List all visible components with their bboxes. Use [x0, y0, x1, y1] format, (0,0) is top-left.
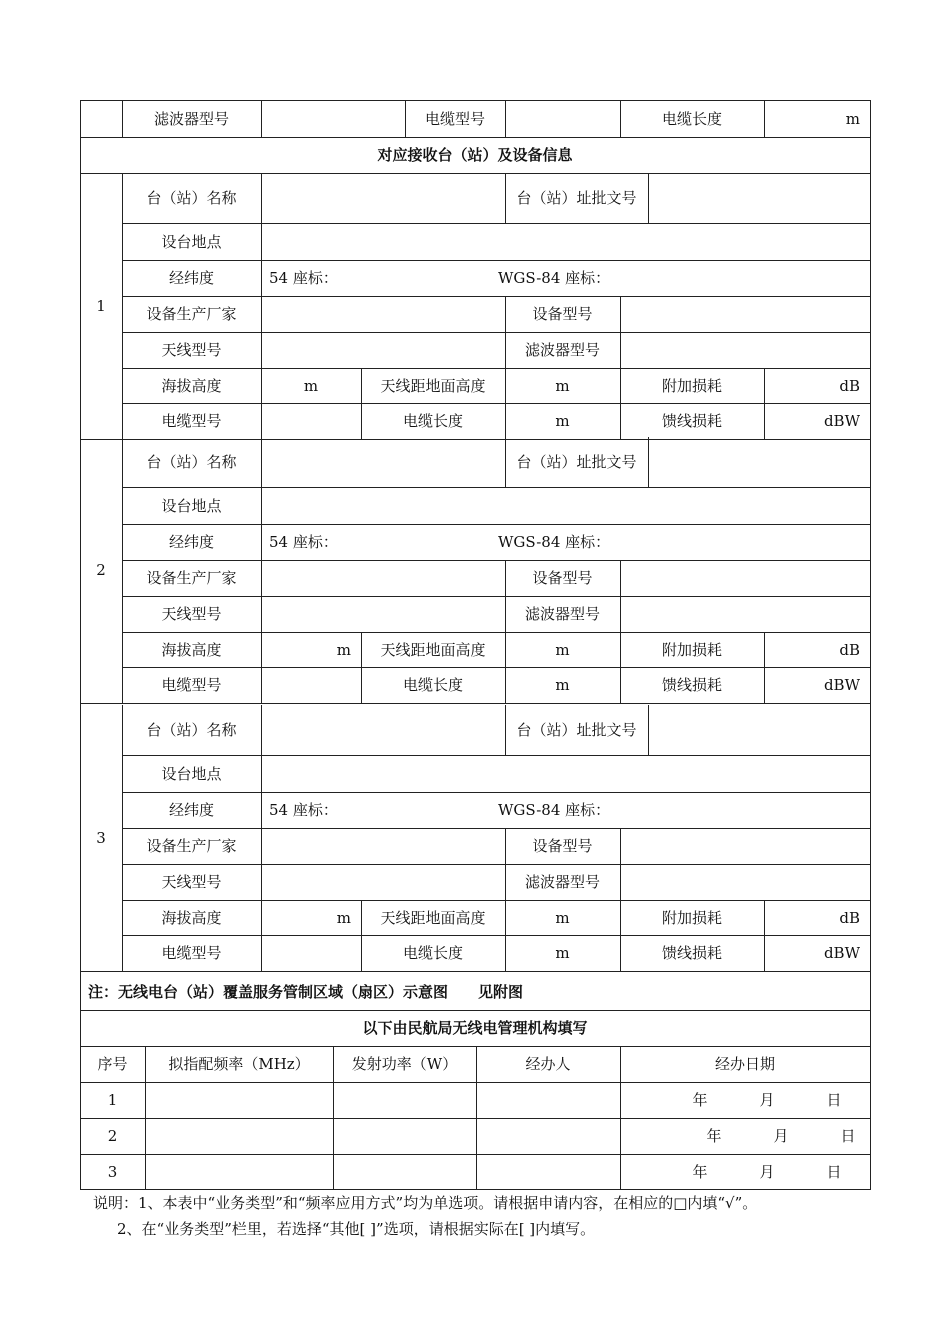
- header-handler: 经办人: [525, 1055, 571, 1073]
- device-model-field[interactable]: [620, 296, 870, 332]
- feeder-loss-field[interactable]: dBW: [823, 412, 860, 430]
- station-name-label: 台（站）名称: [146, 189, 237, 207]
- latlon-label: 经纬度: [168, 269, 214, 287]
- altitude-field[interactable]: m: [336, 640, 351, 659]
- station-number-3: 3: [96, 829, 106, 847]
- altitude-label: 海拔高度: [161, 640, 222, 659]
- approval-number-label: 台（站）址批文号: [516, 189, 637, 207]
- header-frequency: 拟指配频率（MHz）: [168, 1055, 310, 1073]
- extra-loss-field[interactable]: dB: [839, 908, 860, 927]
- station-name-field[interactable]: [261, 705, 505, 755]
- filter-model-field[interactable]: [261, 100, 405, 137]
- antenna-height-label: 天线距地面高度: [380, 908, 486, 927]
- device-model-label: 设备型号: [532, 569, 593, 587]
- altitude-field[interactable]: m: [303, 376, 319, 395]
- feeder-loss-label: 馈线损耗: [661, 412, 722, 430]
- row-seq-3: 3: [107, 1162, 118, 1181]
- approval-number-label: 台（站）址批文号: [516, 453, 637, 471]
- header-date: 经办日期: [714, 1055, 775, 1073]
- coord-54-field[interactable]: 54 座标：: [269, 269, 338, 287]
- antenna-model-field[interactable]: [261, 332, 505, 368]
- station-name-label: 台（站）名称: [146, 453, 237, 471]
- approval-number-field[interactable]: [648, 437, 870, 487]
- date-day-3[interactable]: 日: [826, 1162, 842, 1181]
- section-title: 对应接收台（站）及设备信息: [377, 146, 573, 164]
- feeder-loss-label: 馈线损耗: [661, 944, 722, 962]
- frequency-field-3[interactable]: [145, 1154, 333, 1189]
- antenna-height-label: 天线距地面高度: [380, 376, 486, 395]
- filter-model-label: 滤波器型号: [524, 341, 600, 359]
- antenna-height-field[interactable]: m: [555, 376, 570, 395]
- device-model-label: 设备型号: [532, 305, 593, 323]
- coord-54-field[interactable]: 54 座标：: [269, 801, 338, 819]
- filter-model-label: 滤波器型号: [524, 873, 600, 891]
- cable-length-label: 电缆长度: [402, 676, 463, 694]
- power-field-3[interactable]: [333, 1154, 476, 1189]
- footnote-2: 2、在“业务类型”栏里，若选择“其他[ ]”选项，请根据实际在[ ]内填写。: [117, 1220, 596, 1238]
- cable-length-unit[interactable]: m: [845, 109, 860, 128]
- manufacturer-label: 设备生产厂家: [146, 837, 237, 855]
- h-rule: [80, 703, 871, 704]
- device-model-field[interactable]: [620, 828, 870, 864]
- handler-field-3[interactable]: [476, 1154, 620, 1189]
- feeder-loss-field[interactable]: dBW: [823, 676, 860, 694]
- filter-model-label: 滤波器型号: [524, 605, 600, 623]
- altitude-field[interactable]: m: [336, 908, 351, 927]
- altitude-label: 海拔高度: [161, 908, 222, 927]
- cable-model-field[interactable]: [261, 403, 361, 439]
- device-model-field[interactable]: [620, 560, 870, 596]
- station-name-field[interactable]: [261, 173, 505, 223]
- date-month-1[interactable]: 月: [759, 1091, 775, 1109]
- antenna-model-label: 天线型号: [161, 341, 222, 359]
- filter-model-field[interactable]: [620, 864, 870, 900]
- feeder-loss-label: 馈线损耗: [661, 676, 722, 694]
- extra-loss-field[interactable]: dB: [839, 640, 860, 659]
- manufacturer-field[interactable]: [261, 560, 505, 596]
- row-seq-1: 1: [107, 1091, 118, 1109]
- header-seq: 序号: [97, 1055, 128, 1073]
- coord-wgs84-field[interactable]: WGS-84 座标：: [498, 533, 611, 551]
- handler-field-2[interactable]: [476, 1118, 620, 1154]
- header-power: 发射功率（W）: [351, 1055, 458, 1073]
- location-label: 设台地点: [161, 496, 222, 515]
- manufacturer-label: 设备生产厂家: [146, 305, 237, 323]
- antenna-model-label: 天线型号: [161, 605, 222, 623]
- table-bottom-border: [80, 1189, 871, 1190]
- cable-length-label: 电缆长度: [402, 944, 463, 962]
- antenna-height-label: 天线距地面高度: [380, 640, 486, 659]
- cable-model-label: 电缆型号: [161, 676, 222, 694]
- coverage-note: 注：无线电台（站）覆盖服务管制区域（扇区）示意图 见附图: [88, 982, 524, 1001]
- antenna-model-field[interactable]: [261, 596, 505, 632]
- station-number-1: 1: [96, 297, 106, 315]
- location-label: 设台地点: [161, 232, 222, 251]
- date-month-3[interactable]: 月: [759, 1162, 775, 1181]
- date-year-2[interactable]: 年: [706, 1127, 722, 1145]
- antenna-height-field[interactable]: m: [555, 640, 570, 659]
- cable-length-field[interactable]: m: [555, 944, 570, 962]
- power-field-2[interactable]: [333, 1118, 476, 1154]
- extra-loss-label: 附加损耗: [661, 376, 722, 395]
- approval-number-label: 台（站）址批文号: [516, 721, 637, 739]
- cable-model-label: 电缆型号: [424, 109, 485, 128]
- table-right-border: [870, 100, 871, 1189]
- station-number-2: 2: [96, 561, 106, 579]
- station-name-field[interactable]: [261, 437, 505, 487]
- location-label: 设台地点: [161, 764, 222, 783]
- date-day-2[interactable]: 日: [840, 1127, 856, 1145]
- manufacturer-field[interactable]: [261, 296, 505, 332]
- cable-model-field[interactable]: [261, 935, 361, 971]
- antenna-model-field[interactable]: [261, 864, 505, 900]
- coord-wgs84-field[interactable]: WGS-84 座标：: [498, 269, 611, 287]
- manufacturer-field[interactable]: [261, 828, 505, 864]
- power-field-1[interactable]: [333, 1082, 476, 1118]
- h-rule: [80, 971, 871, 972]
- filter-model-field[interactable]: [620, 596, 870, 632]
- cable-model-label: 电缆型号: [161, 412, 222, 430]
- filter-model-field[interactable]: [620, 332, 870, 368]
- feeder-loss-field[interactable]: dBW: [823, 944, 860, 962]
- device-model-label: 设备型号: [532, 837, 593, 855]
- location-field[interactable]: [261, 223, 870, 260]
- location-field[interactable]: [261, 755, 870, 792]
- row-seq-2: 2: [107, 1127, 118, 1145]
- latlon-label: 经纬度: [168, 801, 214, 819]
- latlon-label: 经纬度: [168, 533, 214, 551]
- frequency-field-2[interactable]: [145, 1118, 333, 1154]
- extra-loss-label: 附加损耗: [661, 908, 722, 927]
- extra-loss-label: 附加损耗: [661, 640, 722, 659]
- cable-length-field[interactable]: m: [555, 676, 570, 694]
- date-year-3[interactable]: 年: [692, 1162, 708, 1181]
- station-name-label: 台（站）名称: [146, 721, 237, 739]
- antenna-height-field[interactable]: m: [555, 908, 570, 927]
- cable-length-field[interactable]: m: [555, 412, 570, 430]
- coord-wgs84-field[interactable]: WGS-84 座标：: [498, 801, 611, 819]
- approval-number-field[interactable]: [648, 173, 870, 223]
- filter-model-label: 滤波器型号: [153, 109, 229, 128]
- cable-model-label: 电缆型号: [161, 944, 222, 962]
- date-year-1[interactable]: 年: [692, 1091, 708, 1109]
- extra-loss-field[interactable]: dB: [839, 376, 860, 395]
- cable-model-field[interactable]: [505, 100, 620, 137]
- authority-title: 以下由民航局无线电管理机构填写: [362, 1019, 588, 1037]
- approval-number-field[interactable]: [648, 705, 870, 755]
- location-field[interactable]: [261, 487, 870, 524]
- handler-field-1[interactable]: [476, 1082, 620, 1118]
- cable-length-label: 电缆长度: [402, 412, 463, 430]
- antenna-model-label: 天线型号: [161, 873, 222, 891]
- altitude-label: 海拔高度: [161, 376, 222, 395]
- coord-54-field[interactable]: 54 座标：: [269, 533, 338, 551]
- date-day-1[interactable]: 日: [826, 1091, 842, 1109]
- frequency-field-1[interactable]: [145, 1082, 333, 1118]
- footnote-1: 说明：1、本表中“业务类型”和“频率应用方式”均为单选项。请根据申请内容，在相应的□内填“√”。: [93, 1194, 758, 1212]
- manufacturer-label: 设备生产厂家: [146, 569, 237, 587]
- cable-length-label: 电缆长度: [661, 109, 722, 128]
- cable-model-field[interactable]: [261, 667, 361, 703]
- date-month-2[interactable]: 月: [773, 1127, 789, 1145]
